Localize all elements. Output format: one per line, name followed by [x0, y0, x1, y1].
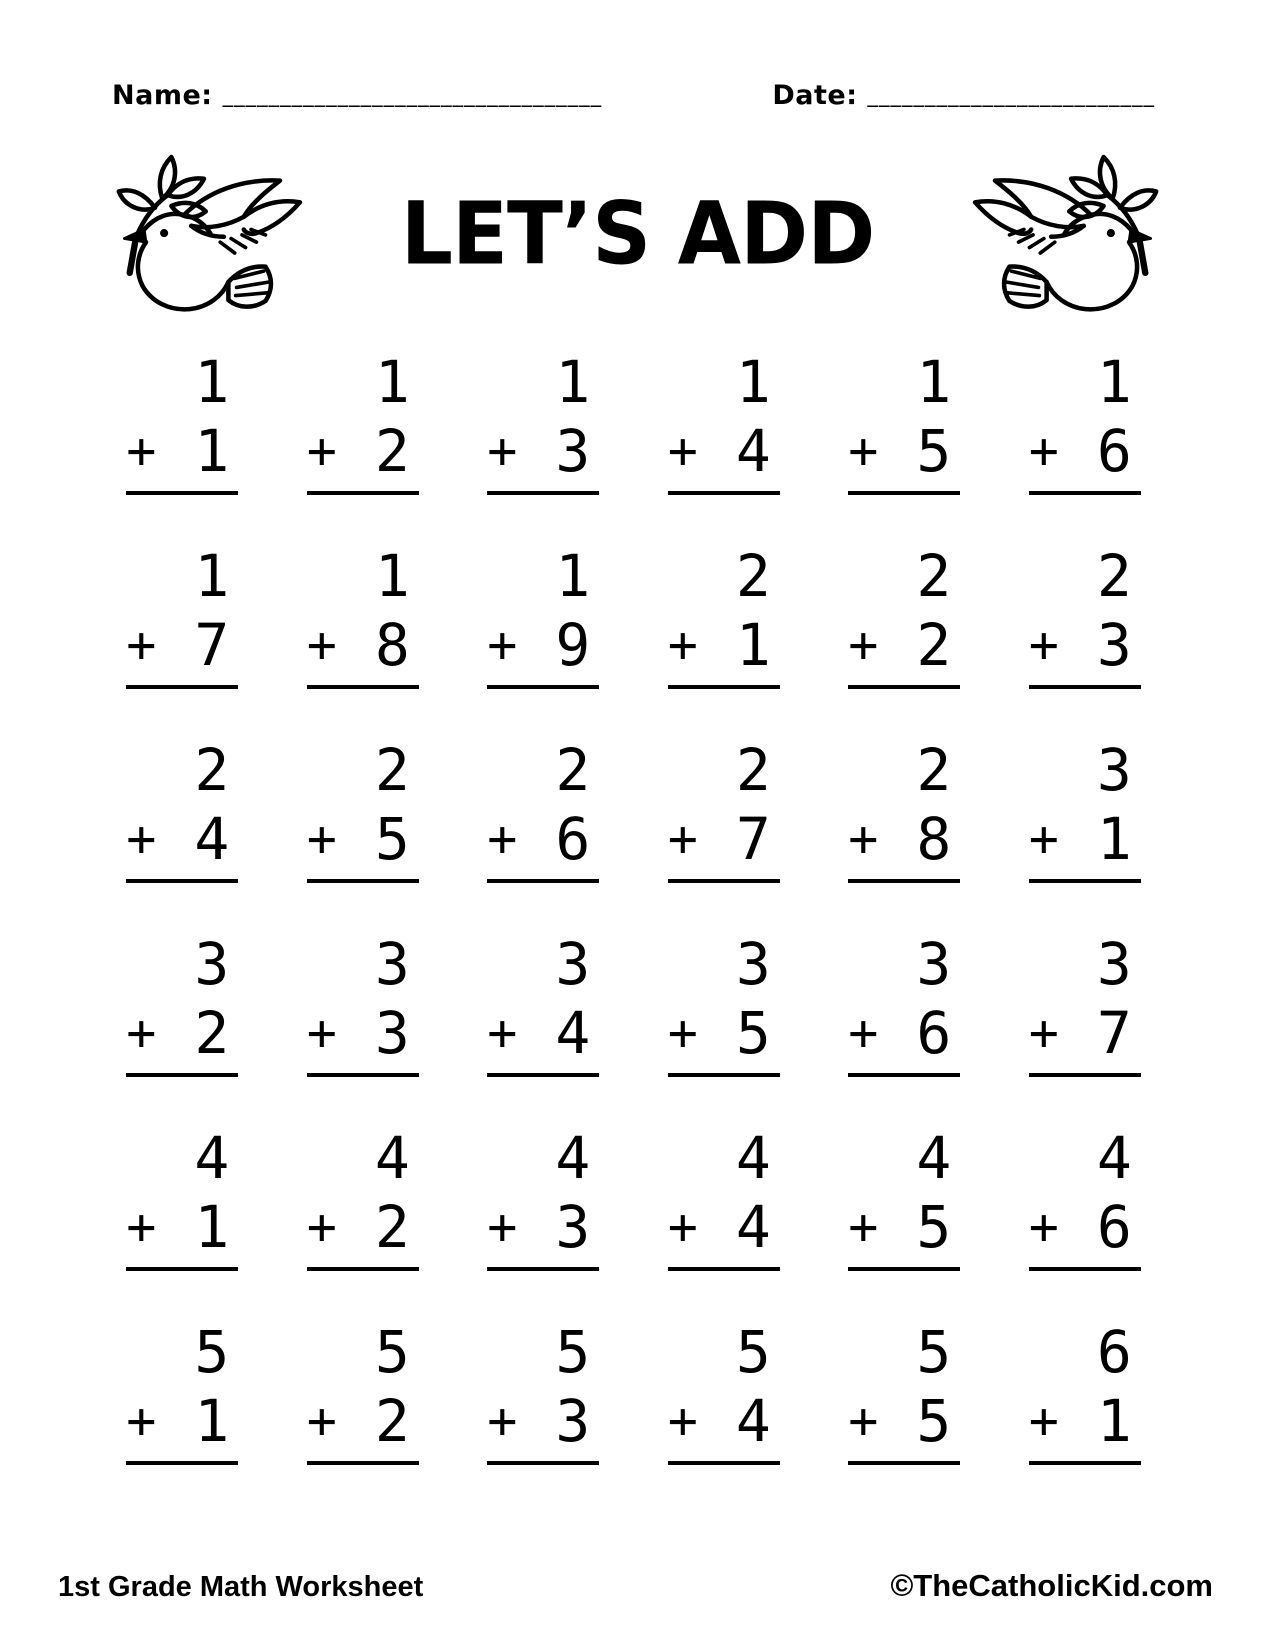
problem-bottom-row: [126, 417, 238, 485]
addend-bottom: 8: [916, 805, 952, 873]
answer-line[interactable]: [668, 685, 780, 689]
addend-top: 3: [1096, 930, 1132, 998]
plus-sign: +: [1028, 810, 1059, 868]
plus-sign: +: [487, 616, 518, 674]
problem-bottom-row: [848, 417, 960, 485]
addend-bottom: 6: [555, 805, 591, 873]
addend-bottom: 5: [916, 1193, 952, 1261]
addend-top: 5: [735, 1318, 771, 1386]
answer-line[interactable]: [307, 491, 419, 495]
answer-line[interactable]: [1029, 879, 1141, 883]
answer-line[interactable]: [126, 879, 238, 883]
addend-top: 2: [916, 736, 952, 804]
addend-top: 2: [735, 736, 771, 804]
plus-sign: +: [1028, 616, 1059, 674]
addition-problem: [1028, 542, 1141, 689]
addition-problem: [667, 1318, 780, 1465]
plus-sign: +: [667, 1004, 698, 1062]
addend-top: 2: [735, 542, 771, 610]
addend-bottom: 5: [916, 1387, 952, 1455]
addition-problem: [126, 1318, 238, 1465]
answer-line[interactable]: [487, 1461, 599, 1465]
plus-sign: +: [126, 616, 157, 674]
addend-top: 4: [916, 1124, 952, 1192]
plus-sign: +: [126, 1004, 157, 1062]
answer-line[interactable]: [307, 1461, 419, 1465]
answer-line[interactable]: [1029, 491, 1141, 495]
addend-bottom: 2: [374, 1387, 410, 1455]
plus-sign: +: [848, 1392, 879, 1450]
addition-problem: [487, 1318, 599, 1465]
addition-problem: [126, 348, 238, 495]
problem-bottom-row: [1028, 999, 1141, 1067]
addition-problem: [306, 930, 419, 1077]
addend-bottom: 6: [1096, 417, 1132, 485]
addition-problem: [1028, 930, 1141, 1077]
answer-line[interactable]: [668, 1267, 780, 1271]
name-label: Name:: [112, 80, 213, 111]
answer-line[interactable]: [126, 491, 238, 495]
answer-line[interactable]: [1029, 1073, 1141, 1077]
answer-line[interactable]: [668, 491, 780, 495]
addition-problem: [667, 1124, 780, 1271]
addend-top: 1: [916, 348, 952, 416]
addend-top: 1: [194, 348, 230, 416]
answer-line[interactable]: [848, 1073, 960, 1077]
answer-line[interactable]: [307, 1267, 419, 1271]
problem-bottom-row: [667, 999, 780, 1067]
addition-problem: [1028, 736, 1141, 883]
addition-problem: [126, 542, 238, 689]
addition-problem: [848, 348, 960, 495]
problem-bottom-row: [848, 805, 960, 873]
problem-bottom-row: [848, 611, 960, 679]
plus-sign: +: [306, 810, 337, 868]
plus-sign: +: [126, 1198, 157, 1256]
worksheet-title: LET’S ADD: [400, 184, 875, 284]
addend-top: 1: [1096, 348, 1132, 416]
addend-top: 4: [555, 1124, 591, 1192]
date-blank-line[interactable]: _________________________: [867, 83, 1155, 107]
addend-bottom: 4: [735, 1193, 771, 1261]
plus-sign: +: [306, 422, 337, 480]
problem-bottom-row: [667, 611, 780, 679]
addend-bottom: 7: [194, 611, 230, 679]
problem-bottom-row: [848, 1387, 960, 1455]
answer-line[interactable]: [487, 685, 599, 689]
problem-bottom-row: [1028, 611, 1141, 679]
addition-problem: [306, 1124, 419, 1271]
dove-olive-branch-icon-left: [112, 148, 314, 320]
addend-top: 2: [374, 736, 410, 804]
addend-top: 1: [374, 348, 410, 416]
addition-problem: [1028, 1318, 1141, 1465]
problem-bottom-row: [1028, 805, 1141, 873]
addition-problem: [487, 348, 599, 495]
addition-problem: [667, 348, 780, 495]
problem-bottom-row: [306, 611, 419, 679]
addend-bottom: 3: [555, 1387, 591, 1455]
addend-bottom: 1: [735, 611, 771, 679]
addition-problem: [487, 1124, 599, 1271]
addition-problem: [848, 736, 960, 883]
addition-problem: [667, 542, 780, 689]
addend-top: 4: [374, 1124, 410, 1192]
addition-problem: [667, 930, 780, 1077]
addend-top: 5: [916, 1318, 952, 1386]
addend-bottom: 6: [916, 999, 952, 1067]
addend-bottom: 4: [555, 999, 591, 1067]
problem-bottom-row: [306, 1387, 419, 1455]
problem-bottom-row: [487, 611, 599, 679]
answer-line[interactable]: [668, 1461, 780, 1465]
addend-top: 2: [1096, 542, 1132, 610]
addend-bottom: 7: [735, 805, 771, 873]
addend-bottom: 5: [916, 417, 952, 485]
problem-bottom-row: [848, 1193, 960, 1261]
problem-bottom-row: [487, 1193, 599, 1261]
plus-sign: +: [848, 616, 879, 674]
addend-bottom: 1: [194, 417, 230, 485]
answer-line[interactable]: [487, 879, 599, 883]
addend-bottom: 1: [194, 1193, 230, 1261]
addend-top: 3: [374, 930, 410, 998]
addition-problem: [126, 736, 238, 883]
addend-bottom: 3: [374, 999, 410, 1067]
problem-bottom-row: [126, 611, 238, 679]
dove-olive-branch-icon-right: [961, 148, 1163, 320]
plus-sign: +: [667, 422, 698, 480]
addition-problem: [306, 1318, 419, 1465]
plus-sign: +: [667, 616, 698, 674]
answer-line[interactable]: [307, 1073, 419, 1077]
addend-top: 3: [1096, 736, 1132, 804]
footer: [58, 1568, 1213, 1604]
addition-problem: [667, 736, 780, 883]
footer-left-text: 1st Grade Math Worksheet: [58, 1571, 424, 1603]
addend-bottom: 4: [735, 1387, 771, 1455]
plus-sign: +: [306, 1198, 337, 1256]
answer-line[interactable]: [848, 879, 960, 883]
addition-problem: [848, 1124, 960, 1271]
problem-bottom-row: [126, 805, 238, 873]
plus-sign: +: [487, 1004, 518, 1062]
answer-line[interactable]: [1029, 1461, 1141, 1465]
plus-sign: +: [487, 1392, 518, 1450]
addend-top: 2: [555, 736, 591, 804]
addend-top: 1: [555, 348, 591, 416]
addition-problem: [1028, 1124, 1141, 1271]
addition-problem: [306, 348, 419, 495]
addend-bottom: 1: [1096, 805, 1132, 873]
answer-line[interactable]: [668, 1073, 780, 1077]
footer-right-text: ©TheCatholicKid.com: [890, 1568, 1213, 1603]
addition-problem: [1028, 348, 1141, 495]
plus-sign: +: [1028, 422, 1059, 480]
addend-bottom: 1: [1096, 1387, 1132, 1455]
addend-top: 4: [735, 1124, 771, 1192]
addend-bottom: 1: [194, 1387, 230, 1455]
addition-problem: [306, 542, 419, 689]
addend-bottom: 3: [1096, 611, 1132, 679]
answer-line[interactable]: [848, 1267, 960, 1271]
plus-sign: +: [306, 1392, 337, 1450]
addend-bottom: 5: [735, 999, 771, 1067]
problem-bottom-row: [1028, 1387, 1141, 1455]
answer-line[interactable]: [126, 685, 238, 689]
addend-bottom: 3: [555, 417, 591, 485]
addend-top: 1: [374, 542, 410, 610]
addend-top: 2: [916, 542, 952, 610]
answer-line[interactable]: [126, 1267, 238, 1271]
name-field: [112, 80, 602, 111]
problem-bottom-row: [667, 1193, 780, 1261]
addend-bottom: 2: [916, 611, 952, 679]
answer-line[interactable]: [126, 1461, 238, 1465]
plus-sign: +: [848, 1004, 879, 1062]
problem-bottom-row: [1028, 1193, 1141, 1261]
problem-bottom-row: [306, 1193, 419, 1261]
plus-sign: +: [667, 1392, 698, 1450]
addend-top: 4: [1096, 1124, 1132, 1192]
problems-grid: [0, 348, 1275, 1465]
addend-bottom: 2: [374, 417, 410, 485]
addend-top: 3: [555, 930, 591, 998]
plus-sign: +: [667, 810, 698, 868]
answer-line[interactable]: [487, 1073, 599, 1077]
plus-sign: +: [1028, 1004, 1059, 1062]
addition-problem: [487, 542, 599, 689]
header: [0, 0, 1275, 111]
plus-sign: +: [848, 810, 879, 868]
problem-bottom-row: [487, 999, 599, 1067]
plus-sign: +: [487, 810, 518, 868]
addend-bottom: 2: [374, 1193, 410, 1261]
answer-line[interactable]: [126, 1073, 238, 1077]
answer-line[interactable]: [1029, 1267, 1141, 1271]
problem-bottom-row: [487, 1387, 599, 1455]
answer-line[interactable]: [848, 491, 960, 495]
addition-problem: [848, 542, 960, 689]
addend-top: 3: [194, 930, 230, 998]
problem-bottom-row: [487, 417, 599, 485]
answer-line[interactable]: [848, 1461, 960, 1465]
answer-line[interactable]: [487, 1267, 599, 1271]
problem-bottom-row: [126, 999, 238, 1067]
problem-bottom-row: [667, 805, 780, 873]
plus-sign: +: [126, 1392, 157, 1450]
addend-bottom: 2: [194, 999, 230, 1067]
title-band: [0, 145, 1275, 323]
addition-problem: [126, 1124, 238, 1271]
plus-sign: +: [848, 422, 879, 480]
addition-problem: [487, 930, 599, 1077]
addend-top: 5: [374, 1318, 410, 1386]
addend-top: 1: [555, 542, 591, 610]
date-label: Date:: [772, 80, 858, 111]
addend-bottom: 9: [555, 611, 591, 679]
addition-problem: [848, 1318, 960, 1465]
addend-top: 4: [194, 1124, 230, 1192]
problem-bottom-row: [306, 805, 419, 873]
addend-top: 3: [916, 930, 952, 998]
problem-bottom-row: [667, 1387, 780, 1455]
answer-line[interactable]: [668, 879, 780, 883]
answer-line[interactable]: [1029, 685, 1141, 689]
answer-line[interactable]: [487, 491, 599, 495]
plus-sign: +: [667, 1198, 698, 1256]
addend-bottom: 4: [194, 805, 230, 873]
addend-top: 3: [735, 930, 771, 998]
problem-bottom-row: [126, 1193, 238, 1261]
plus-sign: +: [848, 1198, 879, 1256]
addition-problem: [487, 736, 599, 883]
addition-problem: [126, 930, 238, 1077]
problem-bottom-row: [126, 1387, 238, 1455]
addend-top: 6: [1096, 1318, 1132, 1386]
addend-bottom: 3: [555, 1193, 591, 1261]
name-blank-line[interactable]: _________________________________: [222, 83, 603, 107]
plus-sign: +: [487, 422, 518, 480]
addend-top: 1: [194, 542, 230, 610]
addend-bottom: 5: [374, 805, 410, 873]
plus-sign: +: [126, 810, 157, 868]
addition-problem: [306, 736, 419, 883]
plus-sign: +: [126, 422, 157, 480]
addend-top: 5: [194, 1318, 230, 1386]
plus-sign: +: [306, 616, 337, 674]
problem-bottom-row: [306, 999, 419, 1067]
problem-bottom-row: [667, 417, 780, 485]
addend-bottom: 6: [1096, 1193, 1132, 1261]
plus-sign: +: [1028, 1198, 1059, 1256]
addend-bottom: 8: [374, 611, 410, 679]
answer-line[interactable]: [307, 685, 419, 689]
date-field: [772, 80, 1155, 111]
plus-sign: +: [306, 1004, 337, 1062]
plus-sign: +: [1028, 1392, 1059, 1450]
addition-problem: [848, 930, 960, 1077]
answer-line[interactable]: [307, 879, 419, 883]
problem-bottom-row: [848, 999, 960, 1067]
problem-bottom-row: [306, 417, 419, 485]
addend-bottom: 7: [1096, 999, 1132, 1067]
addend-top: 2: [194, 736, 230, 804]
answer-line[interactable]: [848, 685, 960, 689]
addend-bottom: 4: [735, 417, 771, 485]
plus-sign: +: [487, 1198, 518, 1256]
problem-bottom-row: [1028, 417, 1141, 485]
addend-top: 1: [735, 348, 771, 416]
addend-top: 5: [555, 1318, 591, 1386]
problem-bottom-row: [487, 805, 599, 873]
